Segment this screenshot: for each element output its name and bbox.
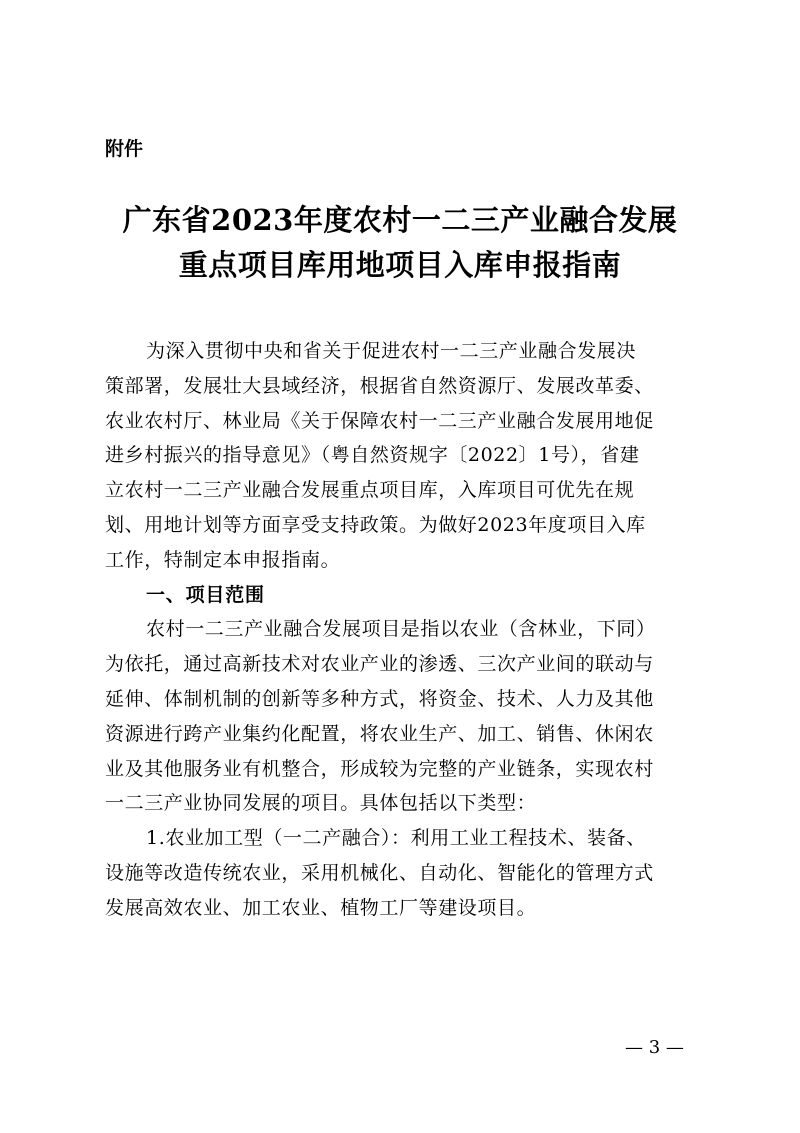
section-heading: 一、项目范围 [146, 583, 265, 606]
paragraph-line: 划、用地计划等方面享受支持政策。为做好2023年度项目入库 [105, 513, 646, 536]
paragraph-line: 1.农业加工型（一二产融合）：利用工业工程技术、装备、 [146, 827, 646, 850]
paragraph-line: 设施等改造传统农业，采用机械化、自动化、智能化的管理方式 [105, 861, 654, 884]
document-title-line-1: 广东省2023年度农村一二三产业融合发展 [122, 203, 678, 237]
paragraph-line: 为依托，通过高新技术对农业产业的渗透、三次产业间的联动与 [105, 653, 654, 676]
paragraph-line: 农村一二三产业融合发展项目是指以农业（含林业，下同） [146, 618, 656, 641]
paragraph-line: 进乡村振兴的指导意见》（粤自然资规字〔2022〕1号），省建 [105, 444, 640, 467]
paragraph-line: 为深入贯彻中央和省关于促进农村一二三产业融合发展决 [146, 340, 637, 362]
paragraph-line: 工作，特制定本申报指南。 [105, 548, 341, 571]
paragraph-line: 延伸、体制机制的创新等多种方式，将资金、技术、人力及其他 [105, 687, 654, 710]
page-number: — 3 — [625, 1037, 684, 1058]
paragraph-line: 策部署，发展壮大县域经济，根据省自然资源厅、发展改革委、 [105, 374, 654, 397]
document-title-line-2: 重点项目库用地项目入库申报指南 [178, 248, 622, 282]
attachment-label: 附件 [105, 138, 144, 160]
paragraph-line: 业及其他服务业有机整合，形成较为完整的产业链条，实现农村 [105, 757, 654, 780]
paragraph-line: 资源进行跨产业集约化配置，将农业生产、加工、销售、休闲农 [105, 722, 654, 745]
document-body [105, 334, 695, 926]
paragraph-line: 发展高效农业、加工农业、植物工厂等建设项目。 [105, 896, 537, 919]
paragraph-line: 立农村一二三产业融合发展重点项目库，入库项目可优先在规 [105, 479, 635, 502]
paragraph-line: 一二三产业协同发展的项目。具体包括以下类型： [105, 792, 537, 815]
paragraph-line: 农业农村厅、林业局《关于保障农村一二三产业融合发展用地促 [105, 409, 654, 432]
